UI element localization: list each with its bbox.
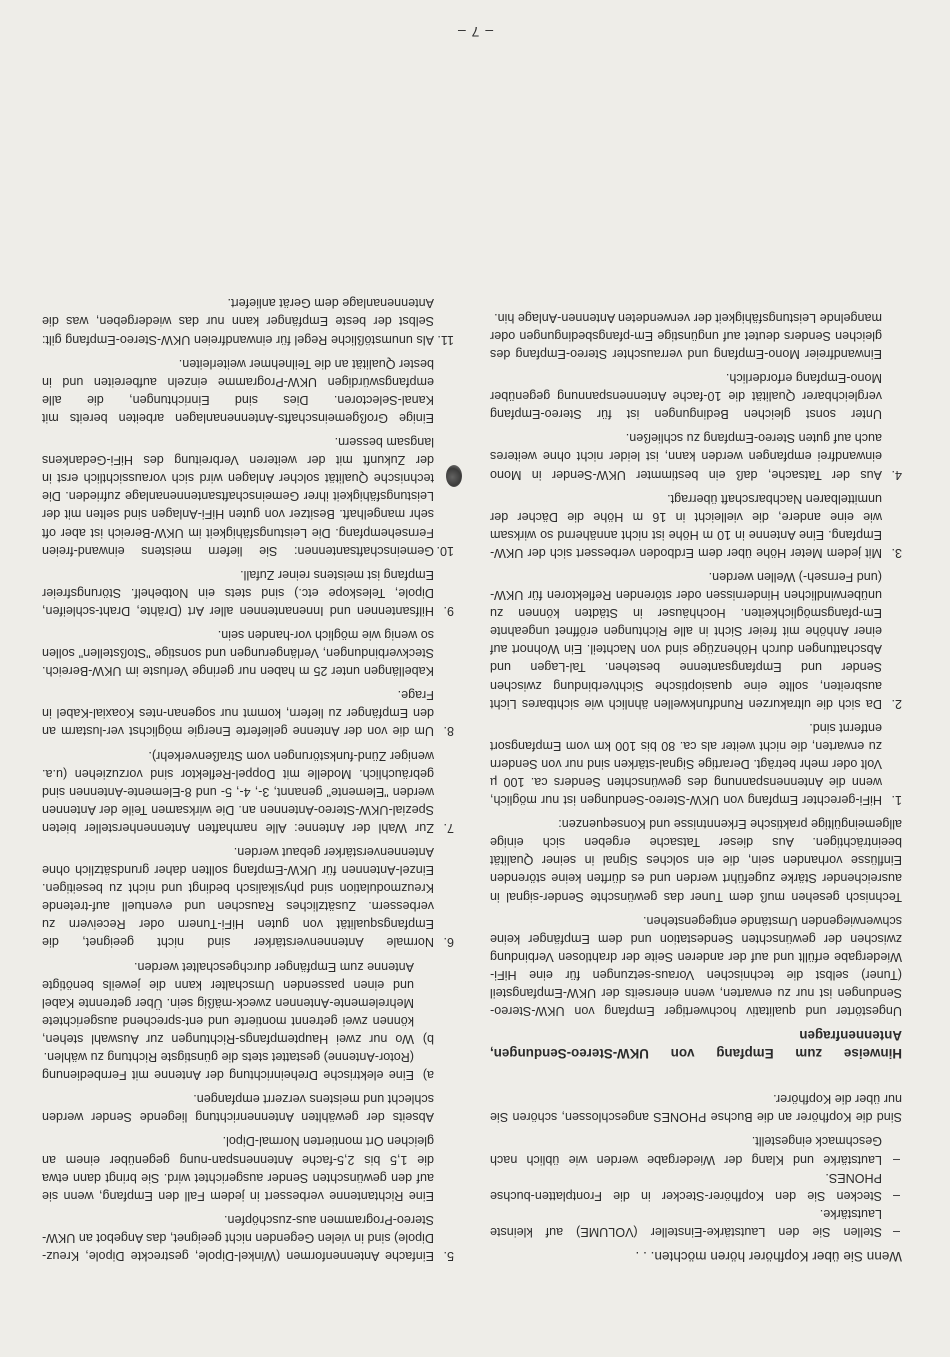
intro-step: – Stellen Sie den Lautstärke-Einsteller (VOLUME) auf kleinste Lautstärke. xyxy=(490,1206,900,1239)
numbered-item: 2. Da sich die ultrakurzen Rundfunkwellen ähnlich wie sichtbares Licht ausbreiten, sollte eine quasioptische Sichtverbindung zwischen Sender und Empfangsantenne bestehen. Tal-Lagen und Abschattungen durch Höhenzüge sind von Nachteil. Ein Wohnort auf einer Anhöhe mit freier Sicht in alle Richtungen eröffnet ungeahnte Em-pfangsmöglichkeiten. Hochhäuser in Städten können zu unüberwindlichen Hindernissen oder störenden Reflektoren für UKW- (und Fernseh-) Wellen werden. xyxy=(490,570,902,711)
paragraph: Kabellängen unter 25 m haben nur geringe Verluste im UKW-Bereich. Steckverbindungen, Verlängerungen und sonstige "Stoßstellen" sollen so wenig wie möglich vor-handen sein. xyxy=(42,628,434,679)
paragraph: Unter sonst gleichen Bedingungen ist für Stereo-Empfang vergleichbarer Qualität die 10-fache Antennenspannung gegenüber Mono-Empfang erforderlich. xyxy=(490,371,882,422)
paragraph: Abseits der gewählten Antennenrichtung liegende Sender werden schlecht und meistens verzerrt empfangen. xyxy=(42,1092,434,1125)
lettered-item: a) Eine elektrische Dreheinrichtung der Antenne mit Fernbedienung (Rotor-Antenne) gestattet stets die günstigste Richtung zu wählen. xyxy=(42,1050,434,1083)
numbered-item: 8. Um die von der Antenne gelieferte Energie möglichst ver-lustarm an den Empfänger zu liefern, kommt nur sogenan-ntes Koaxial-Kabel in Frage. xyxy=(42,688,454,739)
numbered-item: 11. Als unumstößliche Regel für einwandfreien UKW-Stereo-Empfang gilt: Selbst der beste Empfänger kann nur das wiedergeben, was die Antennenanlage dem Gerät anliefert. xyxy=(42,296,454,347)
numbered-item: 9. Hilfsantennen und Innenantennen aller Art (Drähte, Draht-schleifen, Dipole, Teleskope etc.) sind stets ein Notbehelf. Störungsfreier Empfang ist meistens reiner Zufall. xyxy=(42,567,454,618)
paragraph: Eine Richtantenne verbessert in jedem Fall den Empfang, wenn sie auf den gewünschten Sender ausgerichtet wird. Sie bringt dann etwa die 1,5 bis 2,5-fache Antennenspan-nung gegenüber einem an gleichen Ort montierten Normal-Dipol. xyxy=(42,1134,434,1203)
numbered-item: 1. HiFi-gerechter Empfang von UKW-Stereo-Sendungen ist nur möglich, wenn die Antennenspannung des gewünschten Senders ca. 100 µ Volt oder mehr beträgt. Derartige Signal-stärken sind nur von Sendern zu erwarten, die nicht weiter als ca. 80 bis 100 km vom Empfangsort entfernt sind. xyxy=(490,720,902,808)
binder-hole xyxy=(446,465,462,487)
intro-heading: Wenn Sie über Kopfhörer hören möchten. . . xyxy=(635,1249,902,1264)
paragraph: Technisch gesehen muß dem Tuner das gewünschte Sender-signal in ausreichender Stärke zugeführt werden und es dürften keine störenden Einflüsse vorhanden sein, die ein solches Signal in seiner Qualität beeinträchtigen. Aus dieser Tatsache ergeben sich einige allgemeingültige praktische Erkenntnisse und Konsequenzen: xyxy=(490,817,902,904)
right-column xyxy=(42,294,454,1265)
paragraph: Einwandfreier Mono-Empfang und verrauschter Stereo-Empfang des gleichen Senders deutet auf ungünstige Em-pfangsbedingungen oder mangelnde Leistungsfähigkeit der verwendeten Antennen-Anlage hin. xyxy=(490,310,882,361)
left-column xyxy=(490,309,902,1265)
paragraph: Einige Großgemeinschafts-Antennenanlagen arbeiten bereits mit Kanal-Selectoren. Dies sind Einrichtungen, die alle empfangswürdigen UKW-Programme einzeln aufbereiten und in bester Qualität an die Teilnehmer weiterleiten. xyxy=(42,356,434,425)
intro-step: – Stecken Sie den Kopfhörer-Stecker in die Frontplatten-buchse PHONES. xyxy=(490,1170,900,1203)
page-number: – 7 – xyxy=(456,24,494,40)
numbered-item: 3. Mit jedem Meter Höhe über dem Erdboden verbessert sich der UKW-Empfang. Eine Antenne in 10 m Höhe ist nicht annähernd so wirksam wie eine andere, die vielleicht in 16 m Höhe die Dächer der unmittelbaren Nachbarschaft überragt. xyxy=(490,491,902,560)
section-title: Hinweise zum Empfang von UKW-Stereo-Sendungen, Antennenfragen xyxy=(490,1027,902,1062)
numbered-item: 7. Zur Wahl der Antenne: Alle namhaften Antennenhersteller bieten Spezial-UKW-Stereo-Antennen an. Die wirksamen Teile der Antennen werden "Elemente" genannt, 3-, 4-, 5- und 8-Elemente-Antennen sind gebräuchlich. Modelle mit Doppel-Reflektor sind vorzuziehen (u.a. weniger Zünd-funkstörungen vom Straßenverkehr). xyxy=(42,748,454,835)
numbered-item: 10. Gemeinschaftsantennen: Sie liefern meistens einwand-freien Fernsehempfang. Die Leistungsfähigkeit im UKW-Bereich ist aber oft sehr mangelhaft. Besitzer von guten HiFi-Anlagen sind selten mit der Leistungsfähigkeit ihrer Gemeinschaftsantennenanlage zufrieden. Die technische Qualität solcher Anlagen wird sich voraussichtlich erst in der Zukunft mit der weiteren Verbreitung des HiFi-Gedankens langsam bessern. xyxy=(42,435,454,558)
intro-step: – Lautstärke und Klang der Wiedergabe werden wie üblich nach Geschmack eingestellt. xyxy=(490,1134,900,1167)
lettered-item: b) Wo nur zwei Hauptempfangs-Richtungen zur Auswahl stehen, können zwei getrennt montierte und ent-sprechend ausgerichtete Mehrelemente-Antennen zweck-mäßig sein. Über getrennte Kabel und einen passenden Umschalter kann die jeweils benötigte Antenne zum Empfänger durchgeschaltet werden. xyxy=(42,959,434,1046)
numbered-item: 6. Normale Antennenverstärker sind nicht geeignet, die Empfangsqualität von guten HiFi-Tunern oder Receivern zu verbessern. Zusätzliches Rauschen und eventuell auf-tretende Kreuzmodulation sind physikalisch bedingt und nicht zu beseitigen. Einzel-Antennen für UKW-Empfang sollten daher grundsätzlich ohne Antennenverstärker gebaut werden. xyxy=(42,845,454,950)
intro-note: Sind die Kopfhörer an die Buchse PHONES angeschlossen, schören Sie nur über die Kopfhörer. xyxy=(490,1092,902,1125)
numbered-item: 4. Aus der Tatsache, daß ein bestimmter UKW-Sender in Mono einwandfrei empfangen werden kann, ist leider nicht ohne weiteres auch auf guten Stereo-Empfang zu schließen. xyxy=(490,431,902,482)
paragraph: Ungestörter und qualitativ hochwertiger Empfang von UKW-Stereo-Sendungen ist nur zu erwarten, wenn einerseits der UKW-Empfangsteil (Tuner) selbst die technischen Voraus-setzungen für eine HiFi-Wiedergabe erfüllt und auf der anderen Seite der drahtlosen Verbindung zwischen der gewünschten Sendestation und dem Empfänger keine schwerwiegenden Umstände entgegenstehen. xyxy=(490,913,902,1019)
numbered-item: 5. Einfache Antennenformen (Winkel-Dipole, gestreckte Dipole, Kreuz-Dipole) sind in vielen Gegenden nicht geeignet, das Angebot an UKW-Stereo-Programmen aus-zuschöpfen. xyxy=(42,1212,454,1263)
